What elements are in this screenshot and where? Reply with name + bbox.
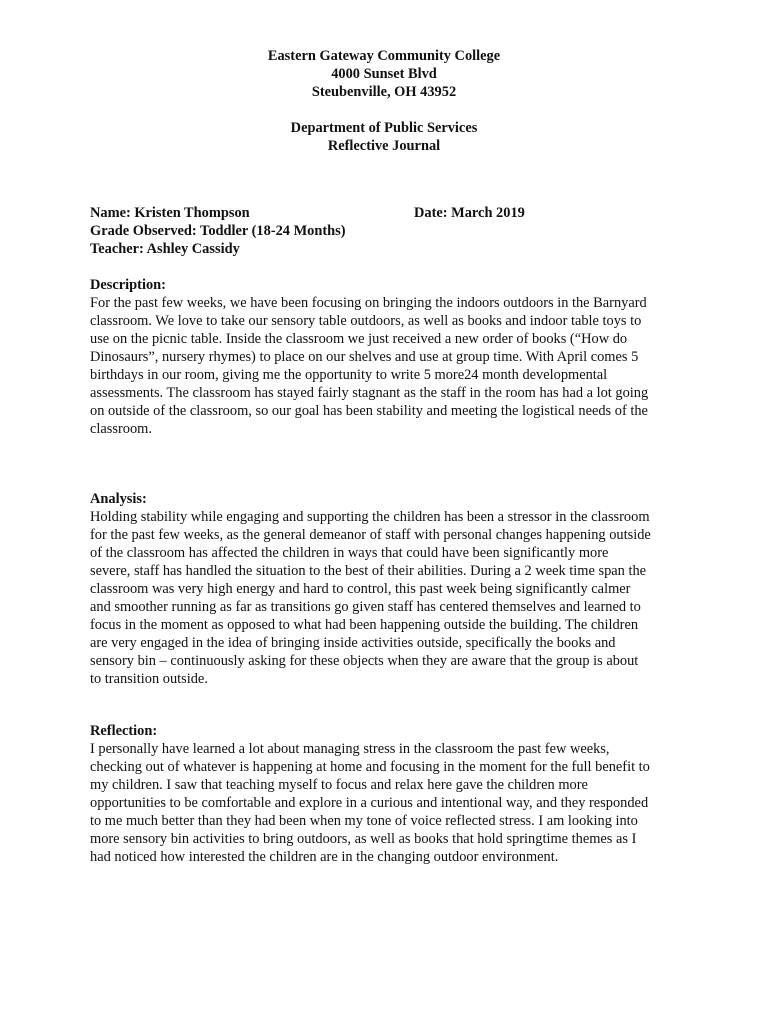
description-body — [90, 294, 690, 438]
analysis-line: and smoother running as far as transitions go given staff has centered themselves and learned to — [90, 599, 641, 615]
college-name: Eastern Gateway Community College — [267, 48, 501, 64]
analysis-line: of the classroom has affected the children in ways that could have been significantly more — [90, 545, 609, 561]
analysis-line: focus in the moment as opposed to what had been happening outside the building. The children — [90, 617, 639, 633]
description-line: classroom. — [90, 421, 152, 437]
analysis-line: severe, staff has handled the situation to the best of their abilities. During a 2 week time span the — [90, 563, 647, 579]
reflection-line: had noticed how interested the children are in the changing outdoor environment. — [90, 849, 559, 865]
description-line: Dinosaurs”, nursery rhymes) to place on our shelves and use at group time. With April comes 5 — [90, 349, 639, 365]
analysis-section — [90, 490, 690, 688]
description-heading: Description: — [90, 277, 166, 293]
department-name: Department of Public Services — [290, 120, 478, 136]
journal-date: Date: March 2019 — [414, 205, 525, 221]
description-line: on outside of the classroom, so our goal has been stability and meeting the logistical needs of the — [90, 403, 648, 419]
description-line: use on the picnic table. Inside the classroom we just received a new order of books (“How do — [90, 331, 628, 347]
analysis-line: classroom was very high energy and hard to control, this past week being significantly calmer — [90, 581, 631, 597]
reflection-body — [90, 740, 690, 866]
student-name: Name: Kristen Thompson — [90, 205, 250, 221]
reflection-line: checking out of whatever is happening at home and focusing in the moment for the full benefit to — [90, 759, 650, 775]
analysis-line: are very engaged in the idea of bringing inside activities outside, specifically the books and — [90, 635, 616, 651]
teacher-name: Teacher: Ashley Cassidy — [90, 241, 240, 257]
grade-observed: Grade Observed: Toddler (18-24 Months) — [90, 223, 346, 239]
reflection-heading: Reflection: — [90, 723, 158, 739]
reflection-line: my children. I saw that teaching myself to focus and relax here gave the children more — [90, 777, 588, 793]
analysis-body — [90, 508, 690, 688]
description-line: classroom. We love to take our sensory table outdoors, as well as books and indoor table toys to — [90, 313, 642, 329]
college-city: Steubenville, OH 43952 — [311, 84, 457, 100]
document-header — [0, 47, 768, 155]
student-info — [90, 204, 690, 258]
reflection-line: to me much better than they had been when my tone of voice reflected stress. I am looking into — [90, 813, 638, 829]
analysis-line: for the past few weeks, as the general demeanor of staff with personal changes happening outside — [90, 527, 651, 543]
analysis-line: to transition outside. — [90, 671, 208, 687]
analysis-line: sensory bin – continuously asking for these objects when they are aware that the group is about — [90, 653, 639, 669]
college-address: 4000 Sunset Blvd — [331, 66, 437, 82]
name-date-row — [90, 204, 690, 222]
description-section — [90, 276, 690, 438]
reflection-line: I personally have learned a lot about managing stress in the classroom the past few weeks, — [90, 741, 610, 757]
reflection-section — [90, 722, 690, 866]
description-line: assessments. The classroom has stayed fairly stagnant as the staff in the room has had a lot going — [90, 385, 649, 401]
analysis-heading: Analysis: — [90, 491, 147, 507]
reflection-line: opportunities to be comfortable and explore in a curious and intentional way, and they responded — [90, 795, 649, 811]
description-line: birthdays in our room, giving me the opportunity to write 5 more24 month developmental — [90, 367, 608, 383]
reflection-line: more sensory bin activities to bring outdoors, as well as books that hold springtime themes as I — [90, 831, 637, 847]
description-line: For the past few weeks, we have been focusing on bringing the indoors outdoors in the Barnyard — [90, 295, 647, 311]
journal-title: Reflective Journal — [327, 138, 441, 154]
analysis-line: Holding stability while engaging and supporting the children has been a stressor in the classroom — [90, 509, 650, 525]
header-spacer — [0, 101, 768, 119]
